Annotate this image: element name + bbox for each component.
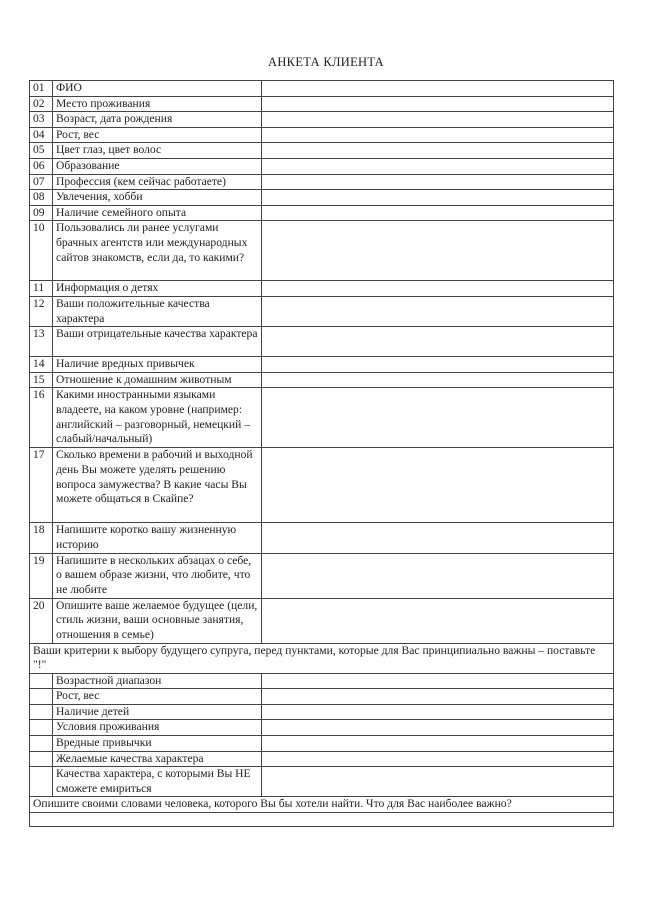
criteria-row [30, 704, 614, 720]
question-label: Место проживания [53, 96, 262, 112]
question-row [30, 357, 614, 373]
question-number: 09 [30, 205, 53, 221]
criteria-row [30, 673, 614, 689]
question-number: 13 [30, 327, 53, 357]
question-label: Образование [53, 158, 262, 174]
answer-field[interactable] [262, 553, 614, 598]
question-number: 12 [30, 296, 53, 326]
criteria-row [30, 689, 614, 705]
question-number: 01 [30, 81, 53, 97]
question-number: 02 [30, 96, 53, 112]
criteria-header: Ваши критерии к выбору будущего супруга, перед пунктами, которые для Вас принципиально важны – поставьте "!" [30, 643, 614, 673]
question-row [30, 388, 614, 448]
question-row [30, 221, 614, 281]
criteria-label: Условия проживания [53, 720, 262, 736]
criteria-answer-field[interactable] [262, 704, 614, 720]
question-row [30, 523, 614, 553]
question-row [30, 327, 614, 357]
question-label: ФИО [53, 81, 262, 97]
criteria-answer-field[interactable] [262, 673, 614, 689]
question-label: Опишите ваше желаемое будущее (цели, стиль жизни, ваши основные занятия, отношения в семье) [53, 598, 262, 643]
question-row [30, 296, 614, 326]
question-row [30, 174, 614, 190]
answer-field[interactable] [262, 327, 614, 357]
question-row [30, 448, 614, 523]
question-row [30, 372, 614, 388]
question-number: 20 [30, 598, 53, 643]
question-number: 16 [30, 388, 53, 448]
importance-mark-field[interactable] [30, 736, 53, 752]
question-label: Напишите коротко вашу жизненную историю [53, 523, 262, 553]
question-row [30, 81, 614, 97]
answer-field[interactable] [262, 598, 614, 643]
question-row [30, 281, 614, 297]
question-label: Цвет глаз, цвет волос [53, 143, 262, 159]
answer-field[interactable] [262, 112, 614, 128]
question-row [30, 143, 614, 159]
final-answer-field[interactable] [30, 813, 614, 827]
question-number: 07 [30, 174, 53, 190]
answer-field[interactable] [262, 127, 614, 143]
importance-mark-field[interactable] [30, 689, 53, 705]
question-number: 08 [30, 190, 53, 206]
answer-field[interactable] [262, 388, 614, 448]
question-label: Пользовались ли ранее услугами брачных агентств или международных сайтов знакомств, если да, то какими? [53, 221, 262, 281]
question-label: Какими иностранными языками владеете, на каком уровне (например: английский – разговорный, немецкий – слабый/начальный) [53, 388, 262, 448]
question-label: Информация о детях [53, 281, 262, 297]
question-label: Наличие вредных привычек [53, 357, 262, 373]
importance-mark-field[interactable] [30, 704, 53, 720]
answer-field[interactable] [262, 190, 614, 206]
question-number: 19 [30, 553, 53, 598]
importance-mark-field[interactable] [30, 720, 53, 736]
question-label: Сколько времени в рабочий и выходной день Вы можете уделять решению вопроса замужества? В какие часы Вы можете общаться в Скайпе? [53, 448, 262, 523]
final-prompt-row [30, 797, 614, 813]
answer-field[interactable] [262, 205, 614, 221]
criteria-answer-field[interactable] [262, 751, 614, 767]
final-prompt: Опишите своими словами человека, которого Вы бы хотели найти. Что для Вас наиболее важно? [30, 797, 614, 813]
question-row [30, 158, 614, 174]
question-number: 11 [30, 281, 53, 297]
form-title: АНКЕТА КЛИЕНТА [268, 55, 384, 69]
criteria-row [30, 736, 614, 752]
question-number: 10 [30, 221, 53, 281]
question-label: Отношение к домашним животным [53, 372, 262, 388]
criteria-label: Желаемые качества характера [53, 751, 262, 767]
criteria-answer-field[interactable] [262, 689, 614, 705]
question-label: Возраст, дата рождения [53, 112, 262, 128]
question-label: Рост, вес [53, 127, 262, 143]
question-row [30, 553, 614, 598]
question-number: 18 [30, 523, 53, 553]
answer-field[interactable] [262, 523, 614, 553]
question-label: Ваши отрицательные качества характера [53, 327, 262, 357]
question-number: 17 [30, 448, 53, 523]
question-label: Напишите в нескольких абзацах о себе, о вашем образе жизни, что любите, что не любите [53, 553, 262, 598]
answer-field[interactable] [262, 143, 614, 159]
criteria-label: Качества характера, с которыми Вы НЕ сможете емириться [53, 767, 262, 797]
question-label: Профессия (кем сейчас работаете) [53, 174, 262, 190]
criteria-row [30, 751, 614, 767]
criteria-label: Рост, вес [53, 689, 262, 705]
question-number: 03 [30, 112, 53, 128]
question-row [30, 127, 614, 143]
question-label: Ваши положительные качества характера [53, 296, 262, 326]
answer-field[interactable] [262, 448, 614, 523]
answer-field[interactable] [262, 81, 614, 97]
answer-field[interactable] [262, 158, 614, 174]
importance-mark-field[interactable] [30, 751, 53, 767]
question-row [30, 96, 614, 112]
criteria-label: Вредные привычки [53, 736, 262, 752]
question-number: 14 [30, 357, 53, 373]
answer-field[interactable] [262, 372, 614, 388]
answer-field[interactable] [262, 281, 614, 297]
question-row [30, 598, 614, 643]
criteria-row [30, 720, 614, 736]
criteria-header-row [30, 643, 614, 673]
importance-mark-field[interactable] [30, 673, 53, 689]
criteria-answer-field[interactable] [262, 767, 614, 797]
criteria-row [30, 767, 614, 797]
criteria-answer-field[interactable] [262, 736, 614, 752]
question-row [30, 190, 614, 206]
answer-field[interactable] [262, 174, 614, 190]
question-row [30, 112, 614, 128]
importance-mark-field[interactable] [30, 767, 53, 797]
answer-field[interactable] [262, 96, 614, 112]
question-label: Наличие семейного опыта [53, 205, 262, 221]
final-answer-row [30, 813, 614, 827]
question-number: 06 [30, 158, 53, 174]
answer-field[interactable] [262, 357, 614, 373]
question-number: 04 [30, 127, 53, 143]
questionnaire-table [29, 80, 614, 827]
question-row [30, 205, 614, 221]
criteria-label: Наличие детей [53, 704, 262, 720]
answer-field[interactable] [262, 221, 614, 281]
question-number: 05 [30, 143, 53, 159]
criteria-label: Возрастной диапазон [53, 673, 262, 689]
question-label: Увлечения, хобби [53, 190, 262, 206]
criteria-answer-field[interactable] [262, 720, 614, 736]
answer-field[interactable] [262, 296, 614, 326]
question-number: 15 [30, 372, 53, 388]
